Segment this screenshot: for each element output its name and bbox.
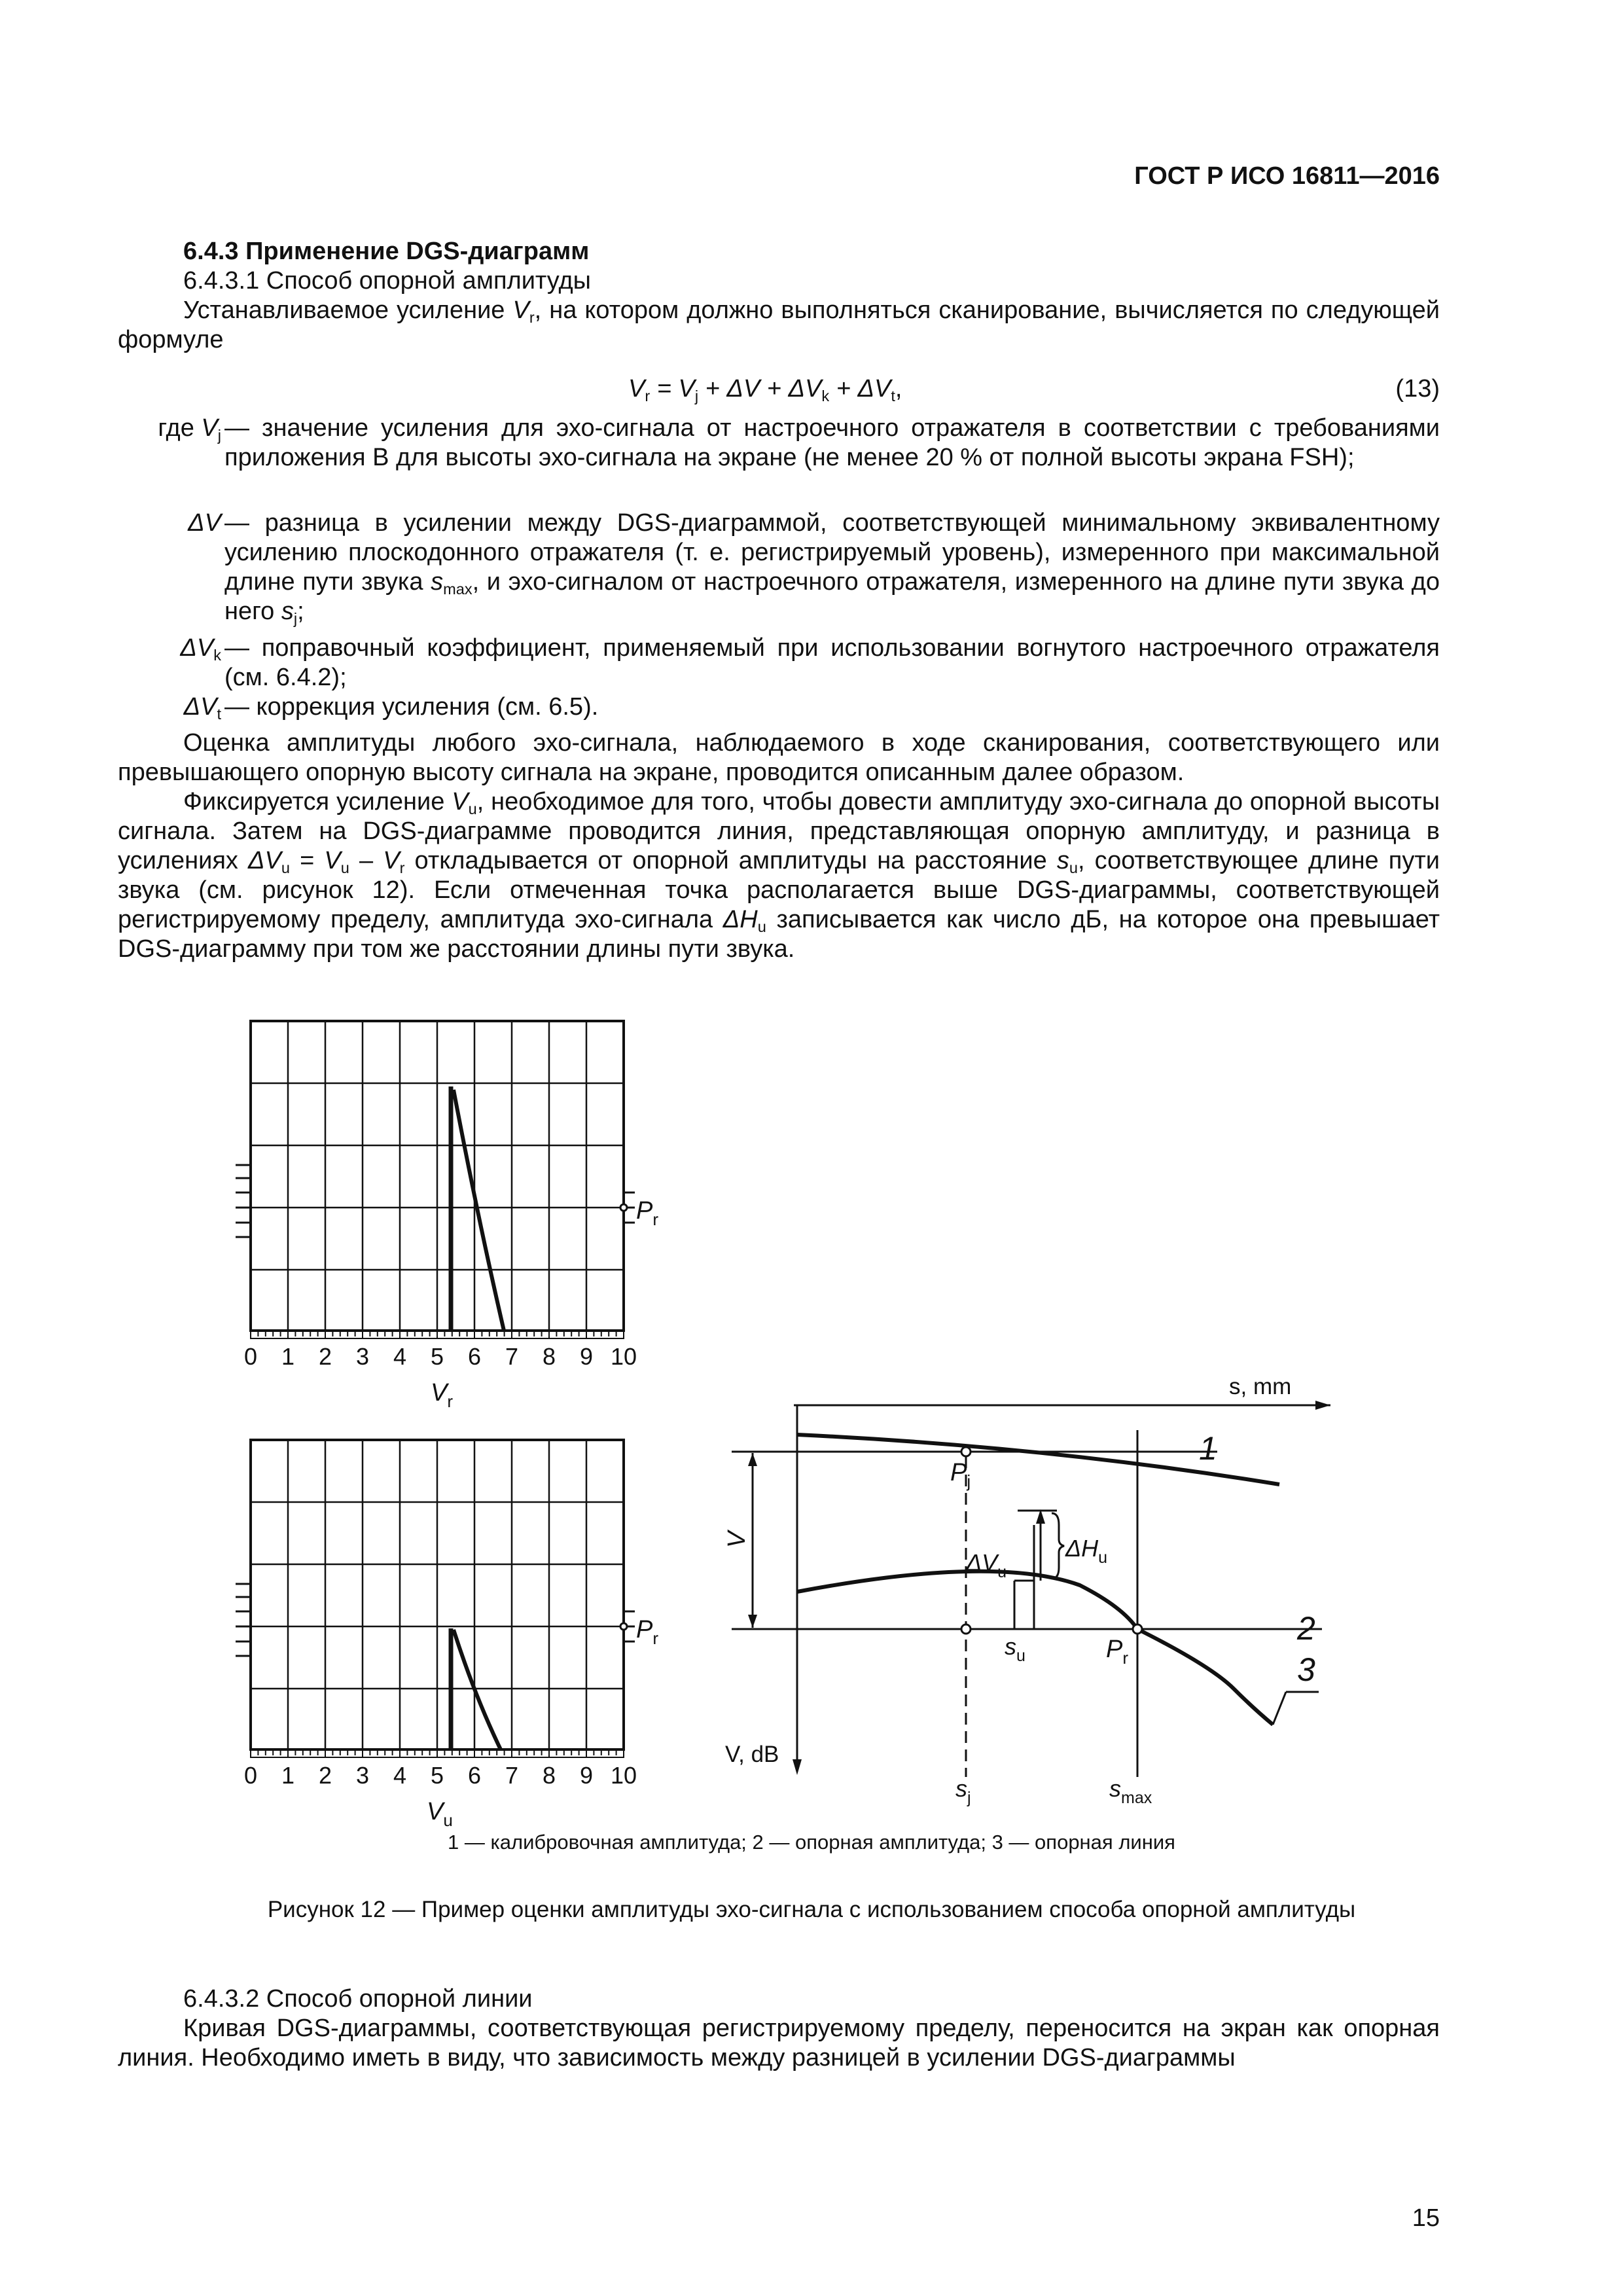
scale-label: 3 — [355, 1762, 370, 1789]
page-number: 15 — [1412, 2204, 1440, 2232]
upper-pr-label: $P_r$ — [636, 1197, 659, 1229]
scale-label: 4 — [393, 1762, 407, 1789]
curve-3-reference-line — [1137, 1629, 1273, 1725]
s-axis-label: s, mm — [1229, 1374, 1292, 1399]
upper-left-ticks — [236, 1165, 251, 1237]
lower-scale-labels — [244, 1762, 637, 1789]
curve-3-label: 3 — [1297, 1651, 1315, 1688]
v-axis-label: V, dB — [725, 1742, 779, 1767]
lower-dgs-curve — [454, 1630, 501, 1749]
formula: $V_r = V_j + \Delta V + \Delta V_k + \Delta V_t$, — [628, 375, 902, 405]
scale-label: 0 — [243, 1343, 258, 1370]
paragraph-gain: Устанавливаемое усиление $V_r$, на котором должно выполняться сканирование, вычисляется по следующей формуле — [118, 296, 1440, 353]
paragraph-procedure: Фиксируется усиление $V_u$, необходимое для того, чтобы довести амплитуду эхо-сигнала до опорной высоты сигнала. Затем на DGS-диаграмме проводится линия, представляющая опорную амплитуду, и разница в усилениях $\Delta V_u = V_u - V_r$ откладывается от опорной амплитуды на расстояние $s_u$, соответствующее длине пути звука (см. рисунок 12). Если отмеченная точка располагается выше DGS-диаграммы, соответствующей регистрируемому пределу, амплитуда эхо-сигнала $\Delta H_u$ записывается как число дБ, на которое она превышает DGS-диаграмму при том же расстоянии длины пути звука. — [118, 788, 1440, 963]
pj-point — [961, 1447, 971, 1456]
scale-label: 0 — [243, 1762, 258, 1789]
where-item-vj: где $V_j$ — значение усиления для эхо-сигнала от настроечного отражателя в соответствии с требованиями приложения В для высоты эхо-сигнала на экране (не менее 20 % от полной высоты экрана FSH); — [158, 414, 1440, 471]
dhu-label: $\Delta H_u$ — [1065, 1535, 1108, 1567]
v-axis-arrow — [793, 1759, 802, 1775]
curve-3-leader — [1273, 1692, 1286, 1725]
figure-caption: Рисунок 12 — Пример оценки амплитуды эхо-сигнала с использованием способа опорной амплитуды — [267, 1897, 1356, 1922]
upper-dgs-curve — [454, 1090, 504, 1331]
paragraph-evaluation: Оценка амплитуды любого эхо-сигнала, наблюдаемого в ходе сканирования, соответствующего или превышающего опорную высоту сигнала на экране, проводится описанным далее образом. — [118, 729, 1440, 786]
scale-label: 6 — [467, 1343, 482, 1370]
where-def: — поправочный коэффициент, применяемый при использовании вогнутого настроечного отражателя (см. 6.4.2); — [224, 634, 1440, 691]
formula-number: (13) — [1395, 375, 1440, 403]
pr-diagram-label: $P_r$ — [1106, 1636, 1129, 1668]
dgs-diagram — [723, 1374, 1330, 1807]
scale-label: 1 — [281, 1343, 295, 1370]
upper-screen — [236, 1021, 635, 1338]
scale-label: 3 — [355, 1343, 370, 1370]
document-code: ГОСТ Р ИСО 16811—2016 — [1134, 162, 1440, 190]
lower-screen-grid — [251, 1440, 624, 1749]
lower-knob-label: $V_u$ — [427, 1798, 453, 1830]
upper-scale-labels — [244, 1343, 637, 1370]
smax-label: $s_{max}$ — [1109, 1775, 1152, 1807]
lower-pr-label: $P_r$ — [636, 1616, 659, 1648]
v-dim-arrow-top — [748, 1453, 757, 1466]
scale-label: 2 — [318, 1343, 332, 1370]
dhu-brace — [1052, 1513, 1064, 1579]
scale-label: 5 — [430, 1762, 444, 1789]
upper-knob-label: $V_r$ — [431, 1379, 454, 1411]
v-dim-arrow-bottom — [748, 1615, 757, 1628]
scale-label: 4 — [393, 1343, 407, 1370]
scale-label: 8 — [542, 1343, 556, 1370]
curve-dgs — [797, 1571, 1137, 1629]
pj-label: $P_j$ — [950, 1459, 971, 1491]
curve-2-label: 2 — [1297, 1610, 1315, 1647]
where-item-dvt: $\Delta V_t$ — коррекция усиления (см. 6.5). — [116, 692, 1440, 722]
section-heading: 6.4.3 Применение DGS-диаграмм — [183, 238, 590, 265]
scale-label: 10 — [610, 1762, 637, 1789]
where-def: — разница в усилении между DGS-диаграммой, соответствующей минимальному эквивалентному усилению плоскодонного отражателя (т. е. регистрируемый уровень), измеренного при максимальной длине пути звука $s_{max}$, и эхо-сигналом от настроечного отражателя, измеренного на длине пути звука до него $s_j$; — [224, 509, 1440, 628]
where-def: — значение усиления для эхо-сигнала от настроечного отражателя в соответствии с требованиями приложения В для высоты эхо-сигнала на экране (не менее 20 % от полной высоты экрана FSH); — [224, 414, 1440, 471]
lower-screen — [236, 1440, 635, 1757]
curve-1-label: 1 — [1199, 1430, 1217, 1467]
scale-label: 8 — [542, 1762, 556, 1789]
s-axis-arrow — [1315, 1401, 1330, 1410]
scale-label: 2 — [318, 1762, 332, 1789]
scale-label: 9 — [579, 1762, 594, 1789]
sj-label: $s_j$ — [955, 1775, 971, 1807]
scale-label: 7 — [505, 1343, 519, 1370]
v-dimension-label: V — [723, 1531, 751, 1548]
subsection-heading: 6.4.3.1 Способ опорной амплитуды — [183, 267, 591, 295]
upper-screen-grid — [251, 1021, 624, 1331]
dvu-label: $\Delta V_u$ — [966, 1549, 1007, 1581]
sj-ref-point — [961, 1624, 971, 1634]
su-label: $s_u$ — [1005, 1633, 1026, 1665]
figure-legend: 1 — калибровочная амплитуда; 2 — опорная амплитуда; 3 — опорная линия — [448, 1831, 1175, 1854]
lower-left-ticks — [236, 1584, 251, 1656]
lower-pr-marker — [620, 1623, 627, 1630]
upper-pr-marker — [620, 1204, 627, 1211]
scale-label: 9 — [579, 1343, 594, 1370]
where-item-dvk: $\Delta V_k$ — поправочный коэффициент, применяемый при использовании вогнутого настроечного отражателя (см. 6.4.2); — [180, 634, 1440, 691]
scale-label: 6 — [467, 1762, 482, 1789]
scale-label: 1 — [281, 1762, 295, 1789]
subsection-heading-2: 6.4.3.2 Способ опорной линии — [183, 1985, 533, 2013]
scale-label: 5 — [430, 1343, 444, 1370]
pr-point — [1133, 1624, 1142, 1634]
paragraph-reference-line: Кривая DGS-диаграммы, соответствующая регистрируемому пределу, переносится на экран как опорная линия. Необходимо иметь в виду, что зависимость между разницей в усилении DGS-диаграммы — [118, 2015, 1440, 2072]
where-item-dv: ΔV — разница в усилении между DGS-диаграммой, соответствующей минимальному эквивалентному усилению плоскодонного отражателя (т. е. регистрируемый уровень), измеренного при максимальной длине пути звука $s_{max}$, и эхо-сигналом от настроечного отражателя, измеренного на длине пути звука до него $s_j$; — [188, 509, 1440, 628]
scale-label: 7 — [505, 1762, 519, 1789]
scale-label: 10 — [610, 1343, 637, 1370]
where-def: — коррекция усиления (см. 6.5). — [224, 693, 599, 721]
